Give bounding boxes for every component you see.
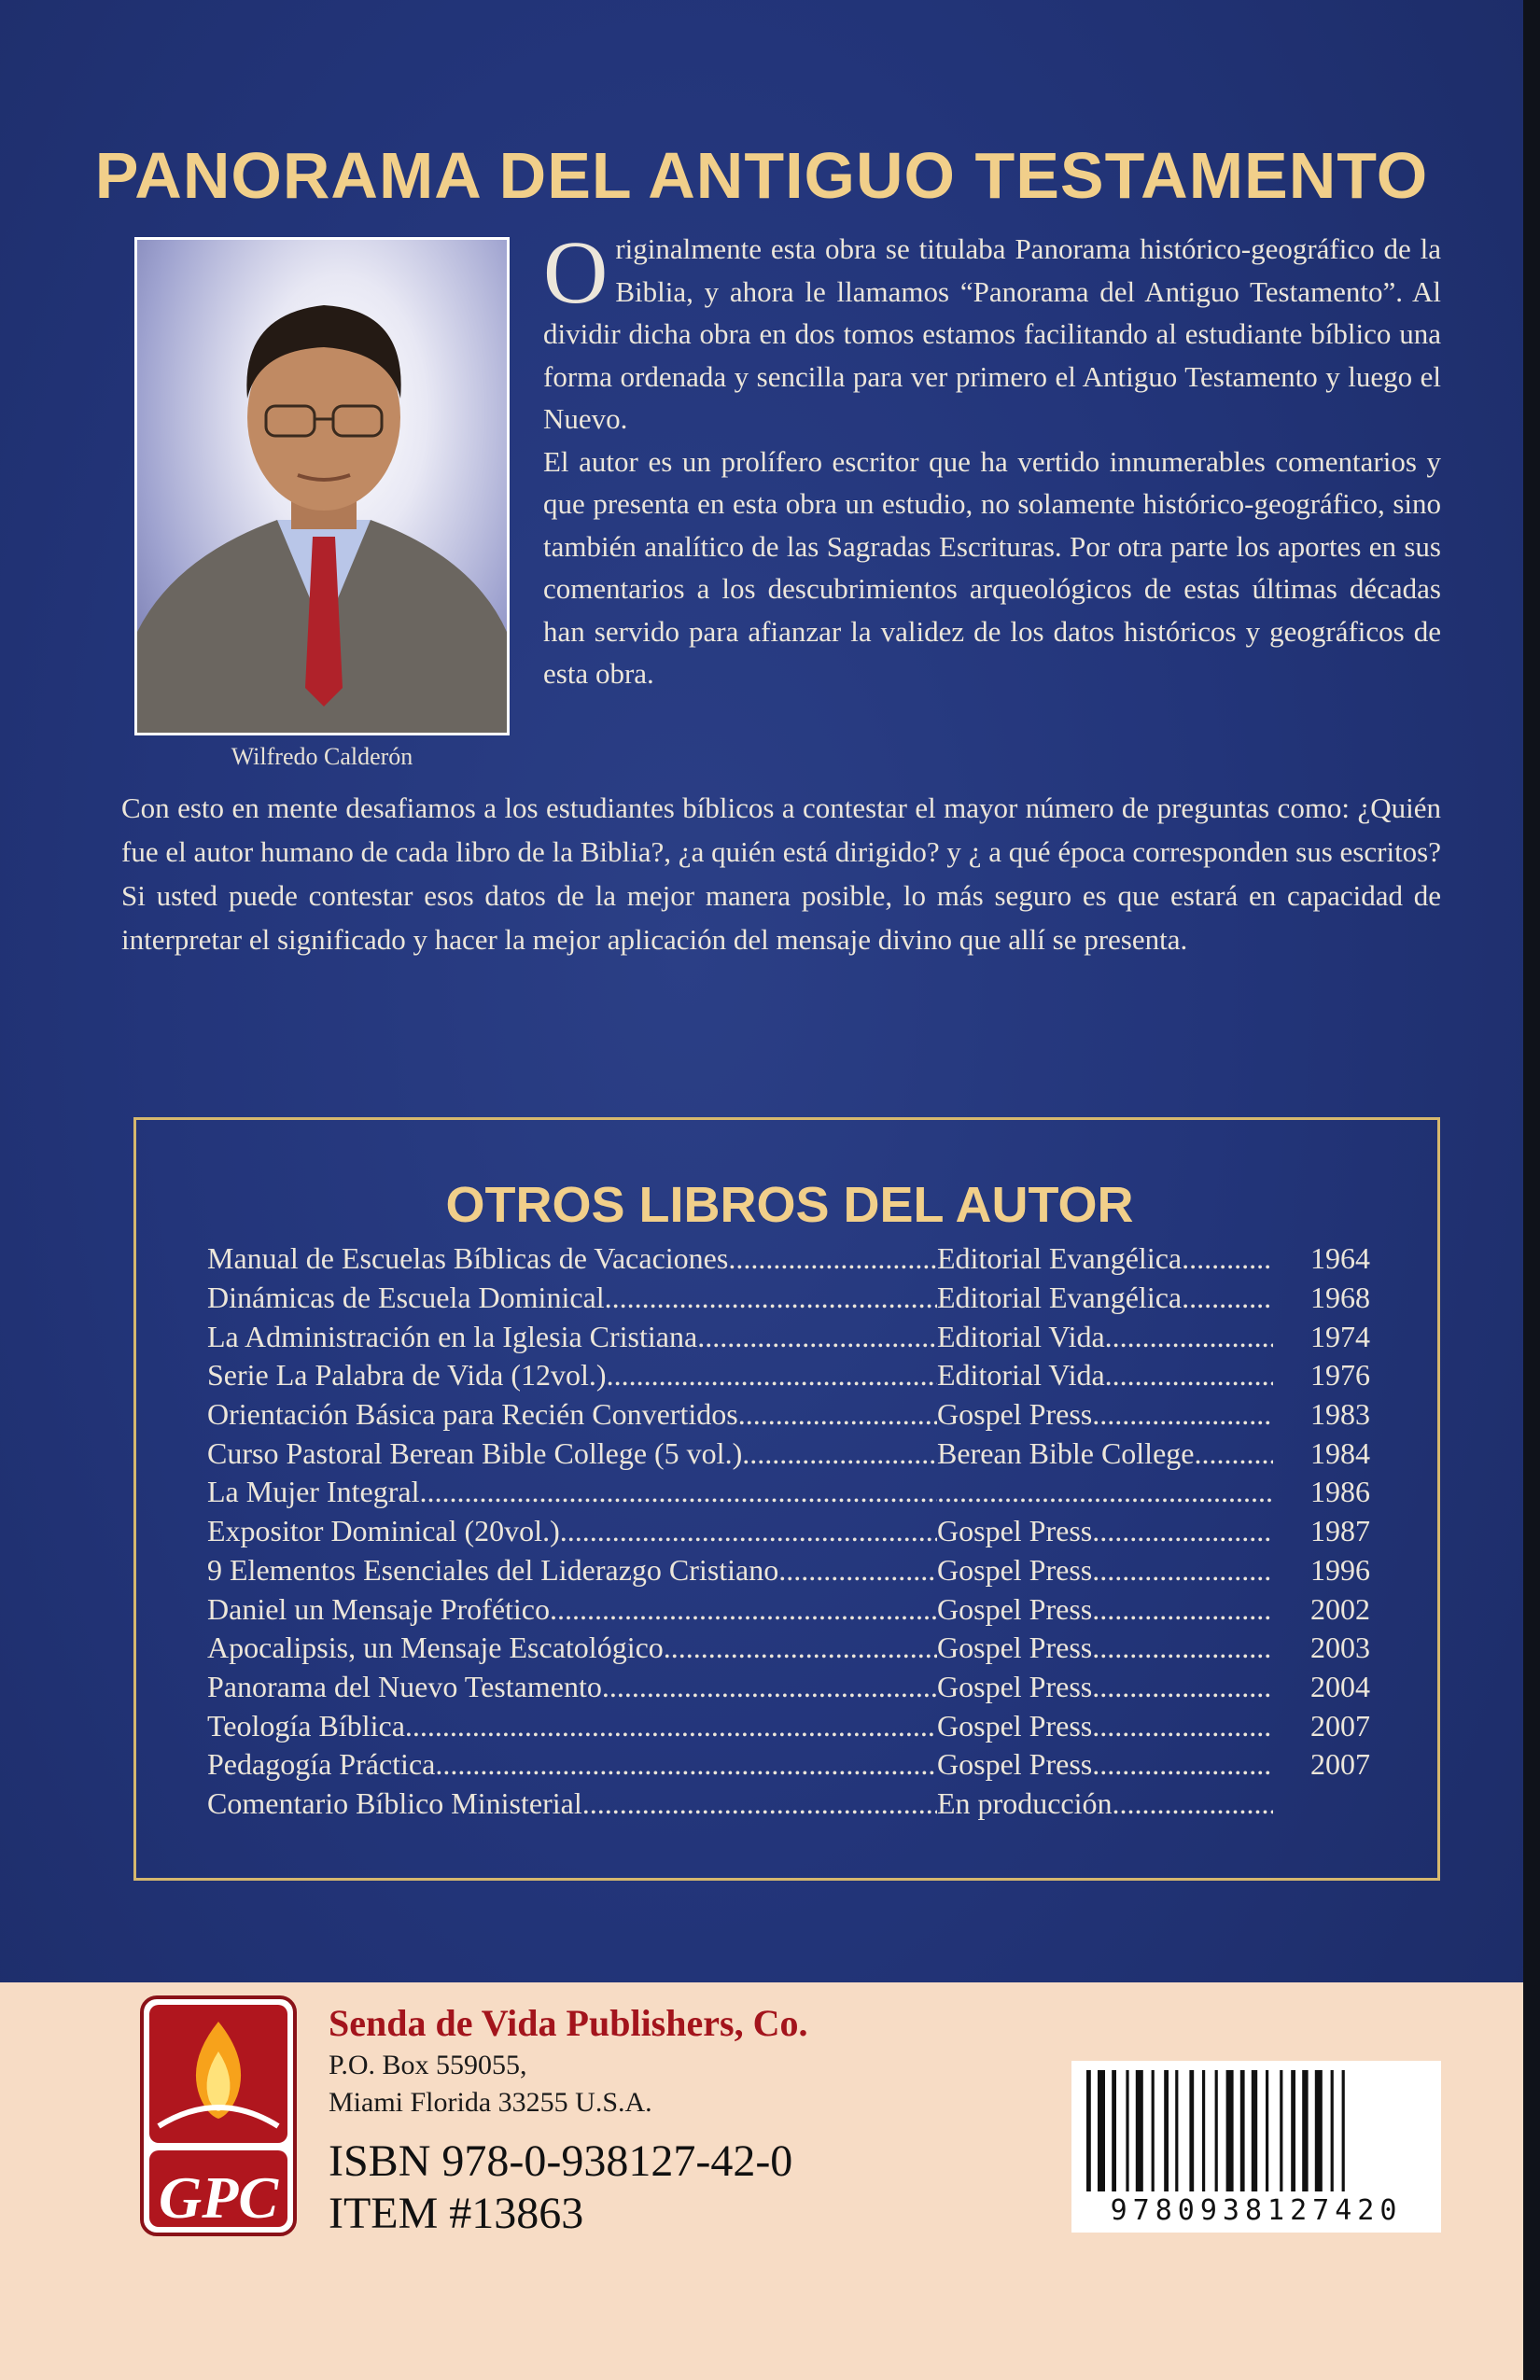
book-row xyxy=(207,1512,1370,1551)
barcode xyxy=(1071,2061,1441,2233)
book-title: Panorama del Nuevo Testamento ..... xyxy=(207,1670,937,1704)
book-row xyxy=(207,1785,1370,1824)
item-number: ITEM #13863 xyxy=(329,2189,584,2238)
book-row xyxy=(207,1706,1370,1745)
book-row xyxy=(207,1589,1370,1629)
book-title: La Administración en la Iglesia Cristiana ..... xyxy=(207,1320,937,1354)
book-publisher: Gospel Press ..... xyxy=(937,1592,1273,1627)
book-year: 1964 xyxy=(1310,1241,1370,1276)
book-row xyxy=(207,1395,1370,1435)
book-publisher: Gospel Press ..... xyxy=(937,1709,1273,1743)
book-title: La Mujer Integral ..... xyxy=(207,1475,937,1509)
book-year: 1984 xyxy=(1310,1435,1370,1470)
book-year: 2002 xyxy=(1310,1591,1370,1626)
book-year: 1986 xyxy=(1310,1475,1370,1509)
book-publisher xyxy=(937,1475,1273,1509)
book-title: Pedagogía Práctica ..... xyxy=(207,1747,937,1782)
book-publisher: Gospel Press ..... xyxy=(937,1397,1273,1432)
book-title: Comentario Bíblico Ministerial ..... xyxy=(207,1786,937,1821)
main-title: PANORAMA DEL ANTIGUO TESTAMENTO xyxy=(94,139,1429,212)
book-title: Manual de Escuelas Bíblicas de Vacaciones ..... xyxy=(207,1241,937,1276)
book-row xyxy=(207,1356,1370,1395)
book-publisher: Gospel Press ..... xyxy=(937,1670,1273,1704)
book-row xyxy=(207,1551,1370,1590)
publisher-name: Senda de Vida Publishers, Co. xyxy=(329,2002,808,2044)
book-title: Curso Pastoral Berean Bible College (5 vol.) ..... xyxy=(207,1436,937,1471)
body-paragraph: Con esto en mente desafiamos a los estudiantes bíblicos a contestar el mayor número de preguntas como: ¿Quién fue el autor humano de cada libro de la Biblia?, ¿a quién está dirigido? y ¿ a qué época corresponden sus escritos? Si usted puede contestar esos datos de la mejor manera posible, lo más seguro es que estará en capacidad de interpretar el significado y hacer la mejor aplicación del mensaje divino que allí se presenta. xyxy=(121,791,1441,956)
book-row xyxy=(207,1279,1370,1318)
book-publisher: Gospel Press ..... xyxy=(937,1514,1273,1548)
gpc-logo-text: GPC xyxy=(159,2164,278,2231)
book-title: Dinámicas de Escuela Dominical ..... xyxy=(207,1281,937,1315)
isbn: ISBN 978-0-938127-42-0 xyxy=(329,2136,793,2186)
book-row xyxy=(207,1434,1370,1473)
book-title: Expositor Dominical (20vol.) ..... xyxy=(207,1514,937,1548)
publisher-address-line-2: Miami Florida 33255 U.S.A. xyxy=(329,2087,652,2118)
book-title: Teología Bíblica ..... xyxy=(207,1709,937,1743)
book-publisher: Gospel Press ..... xyxy=(937,1631,1273,1665)
intro-paragraph-2: El autor es un prolífero escritor que ha vertido innumerables comentarios y que presenta en esta obra un estudio, no solamente histórico-geográfico, sino también analítico de las Sagradas Escrituras. Por otra parte los aportes en sus comentarios a los descubrimientos arqueológicos de estas últimas décadas han servido para afianzar la validez de los datos históricos y geográficos de esta obra. xyxy=(543,444,1441,690)
book-row xyxy=(207,1473,1370,1512)
spine-edge xyxy=(1523,0,1540,2380)
book-title: Apocalipsis, un Mensaje Escatológico ..... xyxy=(207,1631,937,1665)
book-list xyxy=(207,1239,1370,1823)
barcode-number: 9780938127420 xyxy=(1071,2194,1441,2227)
book-year: 1987 xyxy=(1310,1514,1370,1548)
book-year: 2003 xyxy=(1310,1631,1370,1665)
intro-text xyxy=(543,222,1441,695)
book-year: 1996 xyxy=(1310,1552,1370,1587)
book-row xyxy=(207,1629,1370,1668)
author-photo xyxy=(134,237,510,735)
book-publisher: Gospel Press ..... xyxy=(937,1553,1273,1588)
intro-paragraph-1: riginalmente esta obra se titulaba Panorama histórico-geográfico de la Biblia, y ahora le llamamos “Panorama del Antiguo Testamento”. Al dividir dicha obra en dos tomos estamos facilitando al estudiante bíblico una forma ordenada y sencilla para ver primero el Antiguo Testamento y luego el Nuevo. xyxy=(543,232,1441,435)
book-row xyxy=(207,1745,1370,1785)
book-year: 1968 xyxy=(1310,1281,1370,1315)
book-year: 1976 xyxy=(1310,1358,1370,1393)
book-publisher: En producción. ..... xyxy=(937,1786,1273,1821)
book-year: 1974 xyxy=(1310,1319,1370,1353)
author-portrait-image xyxy=(137,240,507,733)
book-year: 2007 xyxy=(1310,1708,1370,1743)
other-books-heading: OTROS LIBROS DEL AUTOR xyxy=(445,1177,1134,1233)
book-row xyxy=(207,1317,1370,1356)
book-year: 1983 xyxy=(1310,1397,1370,1432)
other-books-box xyxy=(133,1117,1440,1881)
barcode-bars-icon xyxy=(1071,2061,1441,2201)
book-publisher: Editorial Vida ..... xyxy=(937,1320,1273,1354)
book-publisher: Gospel Press ..... xyxy=(937,1747,1273,1782)
book-publisher: Editorial Vida ..... xyxy=(937,1358,1273,1393)
book-title: Daniel un Mensaje Profético ..... xyxy=(207,1592,937,1627)
book-title: Orientación Básica para Recién Convertidos ..... xyxy=(207,1397,937,1432)
book-publisher: Berean Bible College ..... xyxy=(937,1436,1273,1471)
drop-cap: O xyxy=(543,222,609,322)
book-row xyxy=(207,1668,1370,1707)
book-publisher: Editorial Evangélica ..... xyxy=(937,1241,1273,1276)
book-title: 9 Elementos Esenciales del Liderazgo Cristiano ..... xyxy=(207,1553,937,1588)
book-year: 2004 xyxy=(1310,1669,1370,1703)
publisher-address-line-1: P.O. Box 559055, xyxy=(329,2050,527,2080)
book-year: 2007 xyxy=(1310,1747,1370,1782)
book-publisher: Editorial Evangélica ..... xyxy=(937,1281,1273,1315)
book-row xyxy=(207,1239,1370,1279)
book-title: Serie La Palabra de Vida (12vol.) ..... xyxy=(207,1358,937,1393)
photo-caption: Wilfredo Calderón xyxy=(231,743,413,770)
